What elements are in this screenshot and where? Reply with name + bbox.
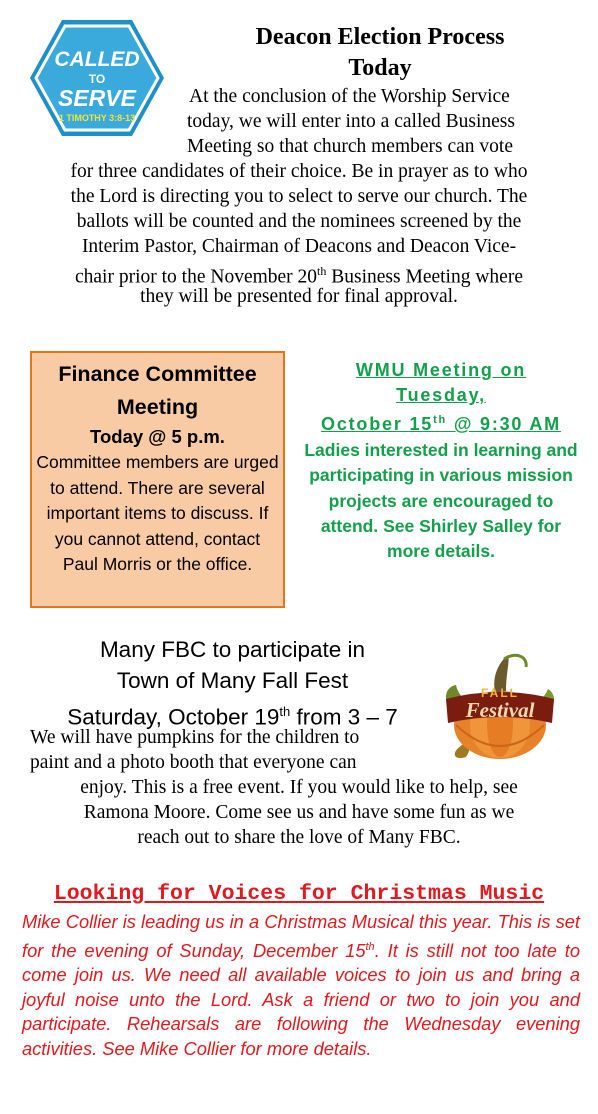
deacon-ordinal-suffix: th xyxy=(317,264,327,278)
fest-title-line1: Many FBC to participate in xyxy=(99,637,366,662)
christmas-body-part1: Mike Collier is leading us in a Christmas Musical this year. This is set for the evening of Sunday, December 15 xyxy=(22,911,580,961)
fest-line: paint and a photo booth that everyone can xyxy=(30,752,357,773)
deacon-title-line2: Today xyxy=(348,55,412,81)
logo-text-reference: 1 TIMOTHY 3:8-13 xyxy=(58,113,136,123)
fest-ordinal-suffix: th xyxy=(279,704,291,719)
fest-line: Ramona Moore. Come see us and have some fun as we xyxy=(83,802,515,823)
christmas-music-title: Looking for Voices for Christmas Music xyxy=(53,882,545,906)
deacon-line-part: chair prior to the November 20 xyxy=(75,266,318,288)
finance-subtitle: Today @ 5 p.m. xyxy=(90,426,225,447)
fest-line: reach out to share the love of Many FBC. xyxy=(137,827,461,848)
finance-committee-box xyxy=(30,351,285,608)
logo-text-to: TO xyxy=(88,72,106,86)
deacon-title-line1: Deacon Election Process xyxy=(255,24,505,50)
christmas-ordinal-suffix: th xyxy=(365,940,375,953)
deacon-line: Interim Pastor, Chairman of Deacons and Deacon Vice- xyxy=(81,236,517,257)
wmu-body: Ladies interested in learning and participating in various mission projects are encouraged to attend. See Shirley Salley for more details. xyxy=(304,440,578,562)
deacon-line-part: Business Meeting where xyxy=(326,266,523,288)
wmu-heading-line2: Tuesday, xyxy=(396,385,486,405)
fall-festival-pumpkin-icon xyxy=(440,641,560,763)
deacon-line: for three candidates of their choice. Be in prayer as to who xyxy=(70,161,528,182)
finance-title xyxy=(32,358,283,424)
logo-text-serve: SERVE xyxy=(58,85,136,111)
deacon-line: the Lord is directing you to select to serve our church. The xyxy=(70,186,528,207)
deacon-line: today, we will enter into a called Business xyxy=(187,111,515,132)
fest-time: from 3 – 7 xyxy=(290,704,398,730)
fest-line: enjoy. This is a free event. If you would like to help, see xyxy=(80,777,518,798)
deacon-line: Meeting so that church members can vote xyxy=(187,136,513,157)
fest-title-line2: Town of Many Fall Fest xyxy=(116,668,349,693)
deacon-title xyxy=(190,22,570,84)
deacon-line: ballots will be counted and the nominees screened by the xyxy=(76,211,522,232)
wmu-ordinal-suffix: th xyxy=(433,414,448,426)
deacon-line: they will be presented for final approval. xyxy=(140,286,458,307)
christmas-music-body xyxy=(22,910,580,1062)
wmu-heading-date: October 15 xyxy=(321,414,434,434)
fest-line: We will have pumpkins for the children to xyxy=(30,727,360,748)
festival-art-festival-text: Festival xyxy=(465,698,535,722)
fall-fest-title xyxy=(20,634,445,733)
finance-title-line2: Meeting xyxy=(116,395,199,419)
fest-date: Saturday, October 19 xyxy=(67,704,280,730)
finance-title-line1: Finance Committee xyxy=(58,362,257,386)
called-to-serve-logo xyxy=(28,18,166,138)
wmu-heading-time: @ 9:30 AM xyxy=(447,414,561,434)
christmas-body-part2: . It is still not too late to come join us. We need all available voices to join us and bring a joyful noise unto the Lord. Ask a friend or two to join you and participate. Rehearsals are following the Wednesday evening activities. See Mike Collier for more details. xyxy=(22,939,580,1060)
festival-art-fall-text: FALL xyxy=(481,686,519,700)
logo-text-called: CALLED xyxy=(54,48,140,71)
wmu-heading-line3 xyxy=(300,408,582,437)
wmu-announcement xyxy=(300,358,582,564)
wmu-heading-line1: WMU Meeting on xyxy=(355,360,527,380)
finance-body: Committee members are urged to attend. There are several important items to discuss. If you cannot attend, contact Paul Morris or the office. xyxy=(36,452,279,574)
deacon-line: At the conclusion of the Worship Service xyxy=(189,86,510,107)
